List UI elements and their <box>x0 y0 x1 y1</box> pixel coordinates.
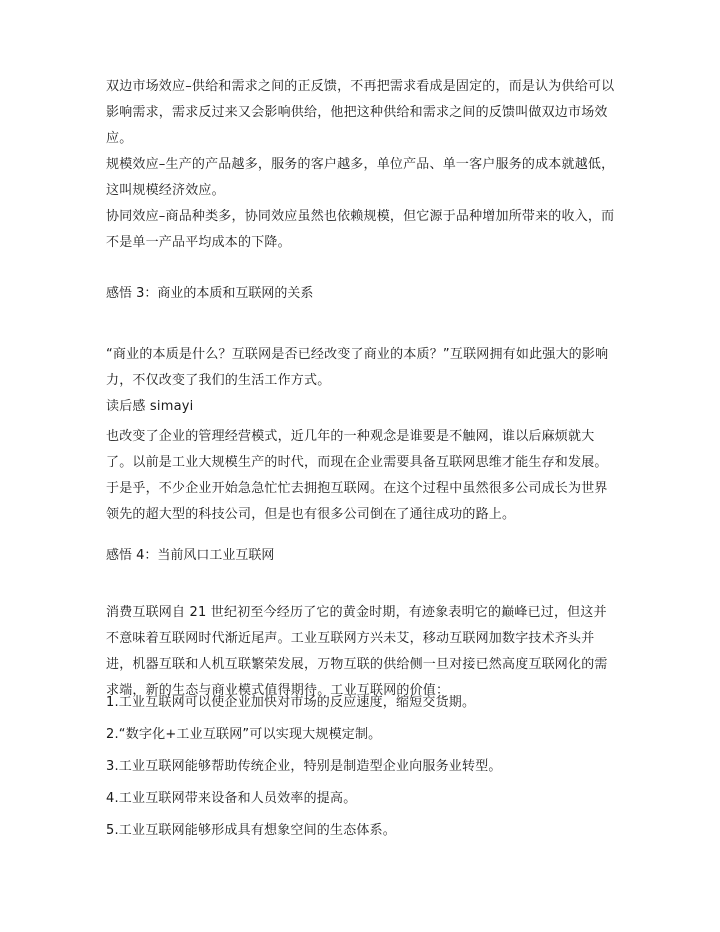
section-heading-3: 感悟 3：商业的本质和互联网的关系 <box>106 286 314 301</box>
paragraph-enterprise-internet: 也改变了企业的管理经营模式，近几年的一种观念是谁要是不触网，谁以后麻烦就大了。以前是工业大规模生产的时代，而现在企业需要具备互联网思维才能生存和发展。于是乎，不少企业开始急急忙忙去拥抱互联网。在这个过程中虽然很多公司成长为世界领先的超大型的科技公司，但是也有很多公司倒在了通往成功的路上。 <box>106 429 608 522</box>
paragraph-synergy-effect: 协同效应–商品种类多，协同效应虽然也依赖规模，但它源于品种增加所带来的收入，而不是单一产品平均成本的下降。 <box>106 209 615 250</box>
list-item-4: 4.工业互联网带来设备和人员效率的提高。 <box>106 791 357 806</box>
list-item-2: 2.“数字化+工业互联网”可以实现大规模定制。 <box>106 727 382 742</box>
paragraph-business-essence: “商业的本质是什么？互联网是否已经改变了商业的本质？”互联网拥有如此强大的影响力，不仅改变了我们的生活工作方式。 <box>106 347 609 388</box>
paragraph-reading-note: 读后感 simayi <box>106 399 194 414</box>
section-heading-4: 感悟 4：当前风口工业互联网 <box>106 548 275 563</box>
list-item-3: 3.工业互联网能够帮助传统企业，特别是制造型企业向服务业转型。 <box>106 759 502 774</box>
list-item-5: 5.工业互联网能够形成具有想象空间的生态体系。 <box>106 823 397 838</box>
list-item-1: 1.工业互联网可以使企业加快对市场的反应速度，缩短交货期。 <box>106 695 476 710</box>
paragraph-industrial-internet: 消费互联网自 21 世纪初至今经历了它的黄金时期，有迹象表明它的巅峰已过，但这并不意味着互联网时代渐近尾声。工业互联网方兴未艾，移动互联网加数字技术齐头并进，机器互联和人机互联繁荣发展，万物互联的供给侧一旦对接已然高度互联网化的需求端，新的生态与商业模式值得期待。工业互联网的价值： <box>106 605 608 698</box>
paragraph-scale-effect: 规模效应–生产的产品越多，服务的客户越多，单位产品、单一客户服务的成本就越低，这叫规模经济效应。 <box>106 157 615 198</box>
paragraph-two-sided-market-effect: 双边市场效应–供给和需求之间的正反馈，不再把需求看成是固定的，而是认为供给可以影响需求，需求反过来又会影响供给，他把这种供给和需求之间的反馈叫做双边市场效应。 <box>106 79 615 146</box>
